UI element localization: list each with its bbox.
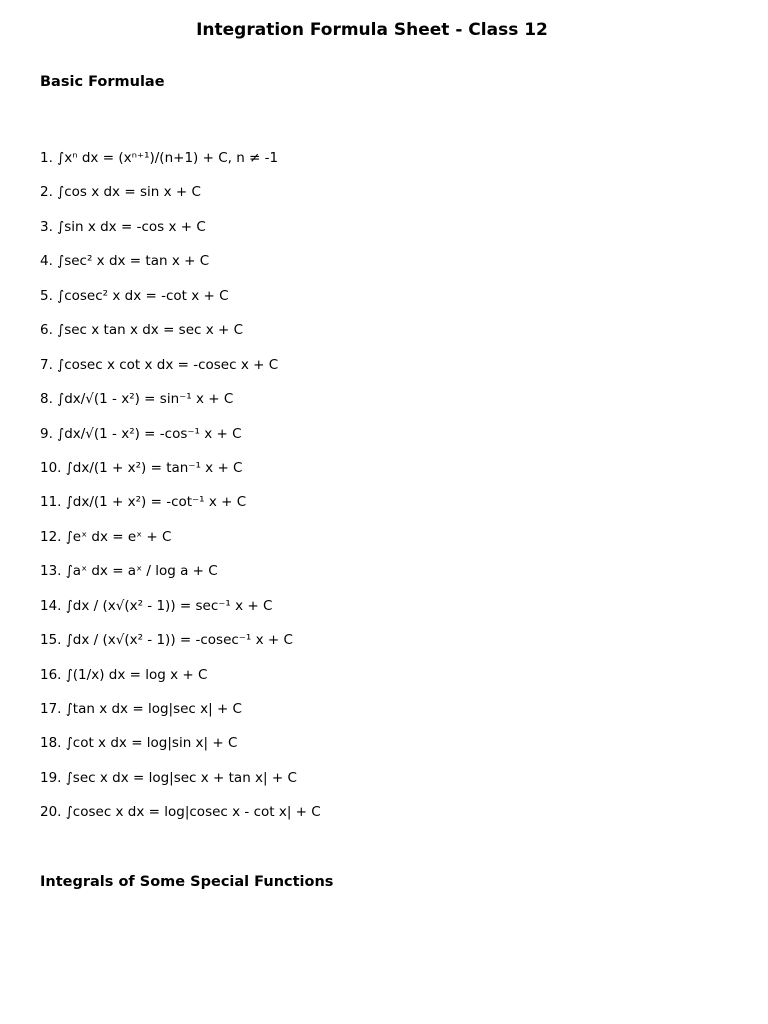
formula-item: 5. ∫cosec² x dx = -cot x + C xyxy=(40,287,229,304)
formula-item: 20. ∫cosec x dx = log|cosec x - cot x| + C xyxy=(40,804,321,821)
formula-item: 14. ∫dx / (x√(x² - 1)) = sec⁻¹ x + C xyxy=(40,597,273,614)
formula-item: 15. ∫dx / (x√(x² - 1)) = -cosec⁻¹ x + C xyxy=(40,632,293,649)
page-title: Integration Formula Sheet - Class 12 xyxy=(196,20,548,40)
formula-item: 19. ∫sec x dx = log|sec x + tan x| + C xyxy=(40,769,297,786)
formula-item: 17. ∫tan x dx = log|sec x| + C xyxy=(40,701,242,717)
section-heading-special-functions: Integrals of Some Special Functions xyxy=(40,874,334,890)
formula-item: 2. ∫cos x dx = sin x + C xyxy=(40,184,201,201)
formula-item: 18. ∫cot x dx = log|sin x| + C xyxy=(40,735,238,752)
formula-item: 9. ∫dx/√(1 - x²) = -cos⁻¹ x + C xyxy=(40,425,242,442)
formula-item: 6. ∫sec x tan x dx = sec x + C xyxy=(40,322,244,339)
formula-item: 3. ∫sin x dx = -cos x + C xyxy=(40,218,206,235)
formula-item: 11. ∫dx/(1 + x²) = -cot⁻¹ x + C xyxy=(40,494,247,511)
formula-item: 8. ∫dx/√(1 - x²) = sin⁻¹ x + C xyxy=(40,391,234,408)
formula-item: 16. ∫(1/x) dx = log x + C xyxy=(40,666,208,683)
formula-item: 1. ∫xⁿ dx = (xⁿ⁺¹)/(n+1) + C, n ≠ -1 xyxy=(40,150,279,166)
section-heading-basic-formulae: Basic Formulae xyxy=(40,74,165,90)
formula-item: 12. ∫eˣ dx = eˣ + C xyxy=(40,528,172,545)
formula-item: 4. ∫sec² x dx = tan x + C xyxy=(40,253,210,270)
formula-item: 10. ∫dx/(1 + x²) = tan⁻¹ x + C xyxy=(40,459,243,476)
formula-item: 13. ∫aˣ dx = aˣ / log a + C xyxy=(40,563,218,580)
basic-formula-list xyxy=(40,147,321,836)
formula-item: 7. ∫cosec x cot x dx = -cosec x + C xyxy=(40,356,279,373)
